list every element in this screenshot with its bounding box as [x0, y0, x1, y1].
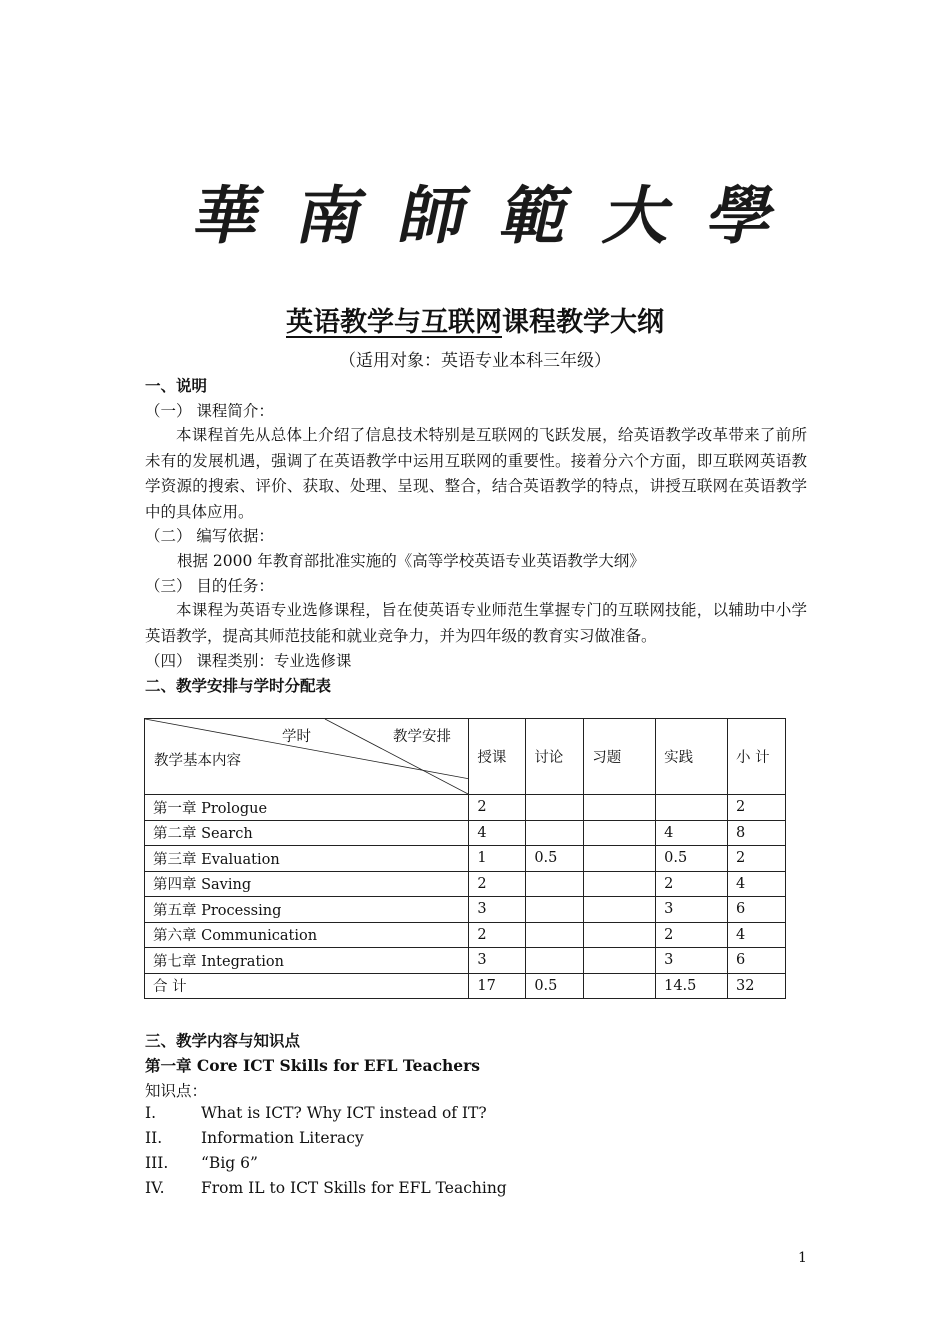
chapter-cell: 第一章 Prologue	[145, 795, 469, 821]
discussion-cell	[526, 948, 584, 974]
list-item-text: “Big 6”	[201, 1154, 258, 1172]
list-item-number: I.	[145, 1104, 157, 1122]
logo-char: 南	[289, 178, 372, 253]
section-heading-3: 三、教学内容与知识点	[145, 1031, 301, 1050]
discussion-cell	[526, 795, 584, 821]
column-header: 授课	[469, 719, 526, 795]
lecture-cell: 2	[469, 922, 526, 948]
lecture-cell: 3	[469, 897, 526, 923]
lecture-cell: 2	[469, 795, 526, 821]
chapter-cell: 第二章 Search	[145, 820, 469, 846]
subsection-label-2: （二） 编写依据：	[145, 527, 274, 545]
practice-cell: 14.5	[656, 973, 728, 999]
practice-cell: 4	[656, 820, 728, 846]
university-logo	[187, 165, 783, 255]
subsection-label-4: （四） 课程类别：专业选修课	[145, 652, 352, 670]
discussion-cell	[526, 897, 584, 923]
logo-char: 範	[495, 178, 578, 253]
course-intro-paragraph: 本课程首先从总体上介绍了信息技术特别是互联网的飞跃发展，给英语教学改革带来了前所未有的发展机遇，强调了在英语教学中运用互联网的重要性。接着分六个方面，即互联网英语教学资源的搜索、评价、获取、处理、呈现、整合，结合英语教学的特点，讲授互联网在英语教学中的具体应用。	[145, 426, 807, 521]
column-header: 小 计	[728, 719, 786, 795]
chapter-cell: 第五章 Processing	[145, 897, 469, 923]
column-header: 讨论	[526, 719, 584, 795]
subtotal-cell: 4	[728, 871, 786, 897]
list-item-text: What is ICT? Why ICT instead of IT?	[201, 1104, 487, 1122]
subtotal-cell: 32	[728, 973, 786, 999]
page-title	[0, 300, 950, 339]
table-row	[145, 871, 786, 897]
table-header-row	[145, 719, 786, 795]
table-row	[145, 948, 786, 974]
discussion-cell: 0.5	[526, 846, 584, 872]
table-row	[145, 820, 786, 846]
subtotal-cell: 6	[728, 948, 786, 974]
knowledge-points-label: 知识点：	[145, 1082, 208, 1100]
chapter-heading: 第一章 Core ICT Skills for EFL Teachers	[145, 1056, 481, 1075]
table-row	[145, 897, 786, 923]
exercise-cell	[584, 973, 656, 999]
discussion-cell	[526, 871, 584, 897]
list-item-number: II.	[145, 1129, 163, 1147]
chapter-cell: 第七章 Integration	[145, 948, 469, 974]
subtotal-cell: 6	[728, 897, 786, 923]
diag-content-label: 教学基本内容	[154, 753, 241, 769]
subtotal-cell: 2	[728, 846, 786, 872]
lecture-cell: 1	[469, 846, 526, 872]
exercise-cell	[584, 795, 656, 821]
logo-char: 大	[598, 178, 680, 253]
chapter-cell: 第四章 Saving	[145, 871, 469, 897]
diag-arrangement-label: 教学安排	[393, 729, 451, 745]
practice-cell: 3	[656, 897, 728, 923]
exercise-cell	[584, 897, 656, 923]
total-label-cell: 合 计	[145, 973, 469, 999]
section-heading-2: 二、教学安排与学时分配表	[145, 676, 332, 695]
lecture-cell: 2	[469, 871, 526, 897]
chapter-cell: 第六章 Communication	[145, 922, 469, 948]
table-row	[145, 846, 786, 872]
subsection-label-3: （三） 目的任务：	[145, 577, 274, 595]
list-item-text: From IL to ICT Skills for EFL Teaching	[201, 1179, 507, 1197]
exercise-cell	[584, 948, 656, 974]
subsection-label-1: （一） 课程简介：	[145, 402, 274, 420]
basis-text: 根据 2000 年教育部批准实施的《高等学校英语专业英语教学大纲》	[177, 552, 645, 570]
list-item-number: III.	[145, 1154, 169, 1172]
practice-cell: 3	[656, 948, 728, 974]
logo-char: 師	[392, 178, 475, 253]
subtotal-cell: 2	[728, 795, 786, 821]
practice-cell: 2	[656, 871, 728, 897]
title-underlined: 英语教学与互联网	[286, 307, 502, 338]
chapter-cell: 第三章 Evaluation	[145, 846, 469, 872]
diagonal-header-cell	[145, 719, 469, 795]
exercise-cell	[584, 846, 656, 872]
practice-cell: 2	[656, 922, 728, 948]
diag-hours-label: 学时	[282, 729, 311, 745]
exercise-cell	[584, 820, 656, 846]
table-row	[145, 795, 786, 821]
lecture-cell: 17	[469, 973, 526, 999]
discussion-cell: 0.5	[526, 973, 584, 999]
logo-char: 華	[187, 178, 269, 253]
page-subtitle: （适用对象：英语专业本科三年级）	[339, 351, 611, 371]
exercise-cell	[584, 922, 656, 948]
column-header: 习题	[584, 719, 656, 795]
section-heading-1: 一、说明	[145, 376, 208, 395]
schedule-table	[144, 718, 786, 999]
practice-cell: 0.5	[656, 846, 728, 872]
discussion-cell	[526, 922, 584, 948]
discussion-cell	[526, 820, 584, 846]
title-rest: 课程教学大纲	[502, 307, 664, 338]
table-row	[145, 922, 786, 948]
lecture-cell: 4	[469, 820, 526, 846]
column-header: 实践	[656, 719, 728, 795]
practice-cell	[656, 795, 728, 821]
page-number: 1	[798, 1250, 807, 1266]
list-item-number: IV.	[145, 1179, 165, 1197]
exercise-cell	[584, 871, 656, 897]
logo-char: 學	[700, 178, 783, 253]
lecture-cell: 3	[469, 948, 526, 974]
subtotal-cell: 8	[728, 820, 786, 846]
list-item-text: Information Literacy	[201, 1129, 364, 1147]
subtotal-cell: 4	[728, 922, 786, 948]
table-total-row	[145, 973, 786, 999]
objective-paragraph: 本课程为英语专业选修课程，旨在使英语专业师范生掌握专门的互联网技能，以辅助中小学英语教学，提高其师范技能和就业竞争力，并为四年级的教育实习做准备。	[145, 601, 807, 645]
